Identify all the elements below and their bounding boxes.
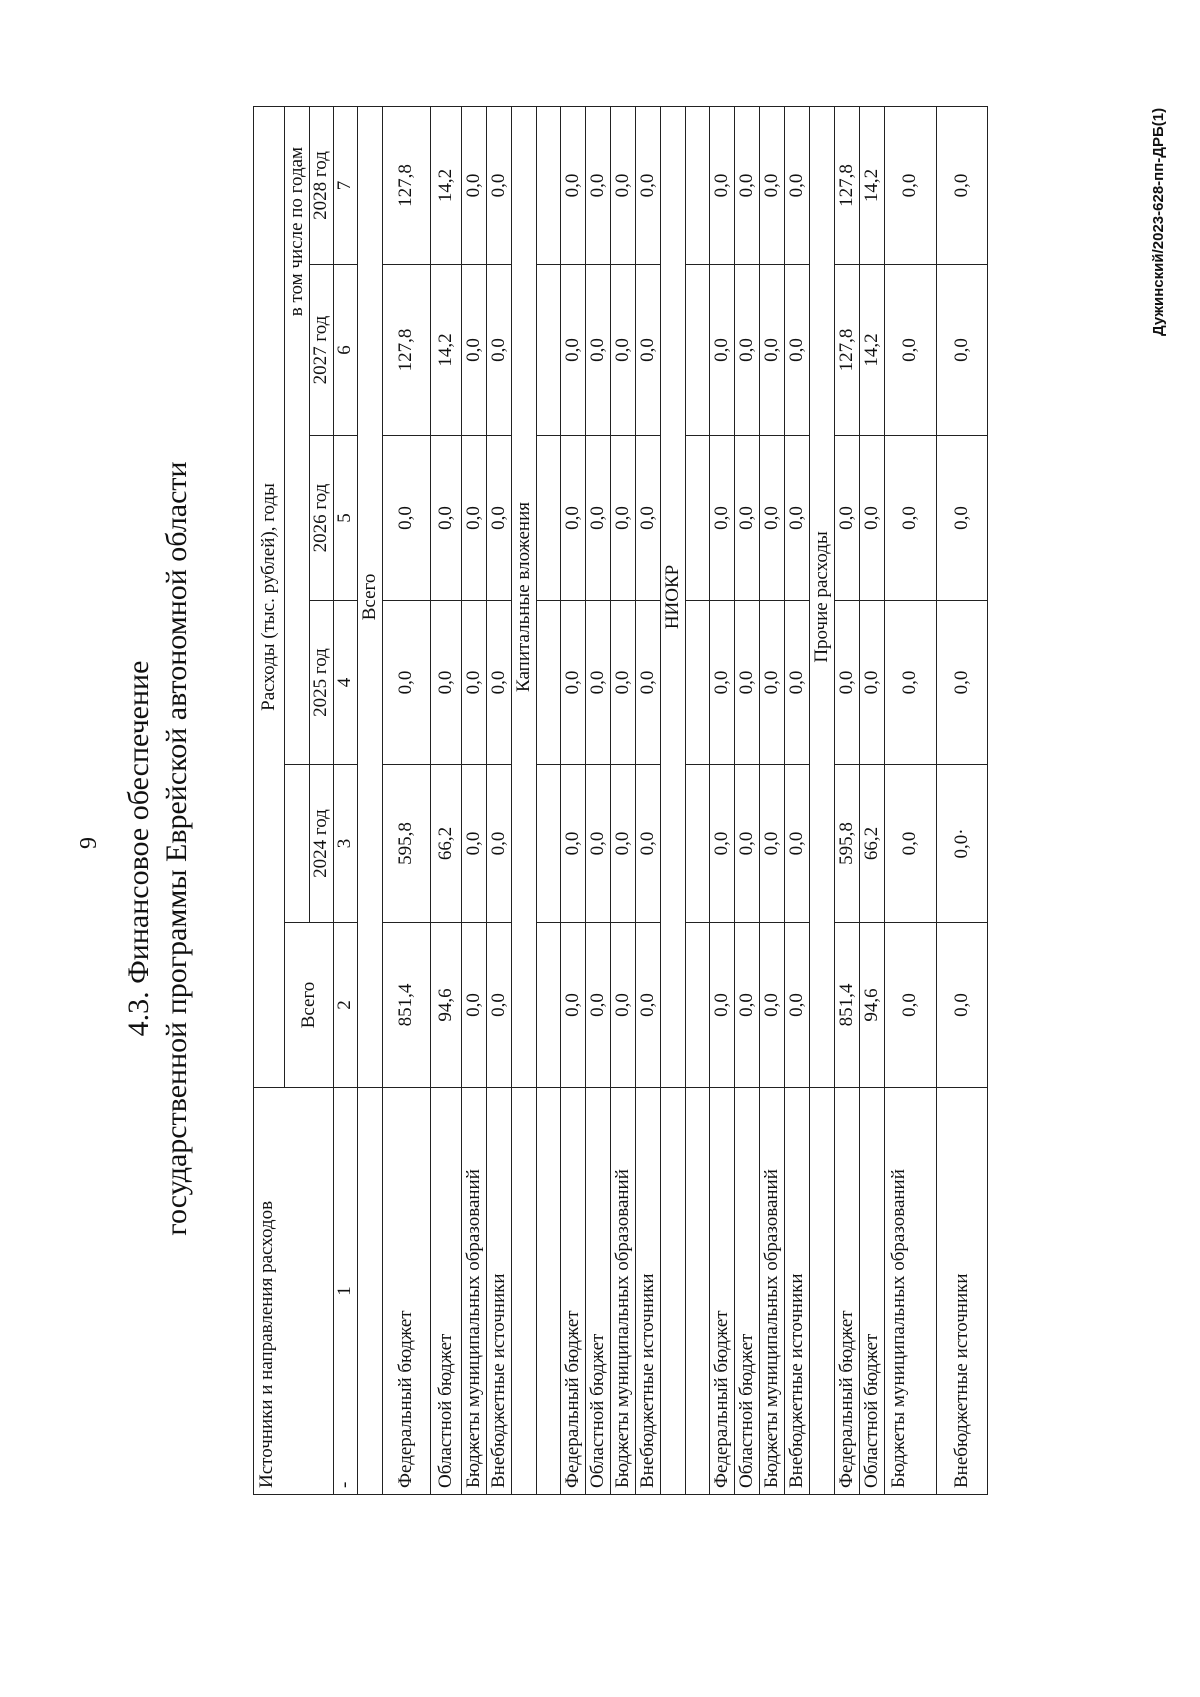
col-number: - 1	[334, 1088, 358, 1495]
cell-value: 0,0	[487, 265, 512, 436]
row-label: Областной бюджет	[735, 1088, 760, 1495]
cell-value: 0,0	[760, 106, 785, 264]
cell-value: 0,0	[885, 923, 937, 1088]
cell-value: 0,0	[462, 436, 487, 601]
cell-value: 0,0	[937, 923, 988, 1088]
cell-value: 0,0	[611, 601, 636, 765]
row-label: Внебюджетные источники	[937, 1088, 988, 1495]
cell-value: 0,0	[735, 106, 760, 264]
cell-value: 14,2	[860, 106, 885, 264]
cell-value: 0,0	[462, 265, 487, 436]
group-label-cell	[358, 1088, 383, 1495]
title-line-1: 4.3. Финансовое обеспечение	[122, 660, 155, 1037]
table-row	[462, 106, 487, 1494]
col-number: 3	[334, 765, 358, 923]
row-label: Внебюджетные источники	[636, 1088, 661, 1495]
cell-value: 0,0	[561, 765, 586, 923]
group-title: Капитальные вложения	[512, 106, 537, 1087]
cell-value: 0,0	[860, 436, 885, 601]
cell-value: 0,0	[586, 601, 611, 765]
cell-value: 0,0	[561, 601, 586, 765]
col-number: 6	[334, 265, 358, 436]
cell-value: 66,2	[431, 765, 462, 923]
cell-value: 0,0	[561, 923, 586, 1088]
financing-table	[253, 106, 988, 1495]
group-title: Всего	[358, 106, 383, 1087]
cell-value: 0,0	[885, 106, 937, 264]
title-line-2: государственной программы Еврейской автономной области	[159, 461, 193, 1236]
group-row	[661, 106, 686, 1494]
cell-value: 0,0	[487, 765, 512, 923]
cell-value: 0,0	[586, 923, 611, 1088]
cell-value: 94,6	[860, 923, 885, 1088]
header-sources: Источники и направления расходов	[254, 1088, 334, 1495]
cell-value: 0,0	[611, 436, 636, 601]
table-row	[885, 106, 937, 1494]
spacer-row	[537, 106, 561, 1494]
table-row	[710, 106, 735, 1494]
row-label: Внебюджетные источники	[785, 1088, 810, 1495]
group-label-cell	[661, 1088, 686, 1495]
cell-value: 0,0	[383, 436, 431, 601]
cell-value: 0,0	[561, 436, 586, 601]
table-row	[636, 106, 661, 1494]
group-row	[512, 106, 537, 1494]
cell-value: 0,0	[785, 923, 810, 1088]
table-row	[937, 106, 988, 1494]
document-title	[120, 0, 195, 1697]
cell-value: 0,0	[735, 765, 760, 923]
cell-value: 94,6	[431, 923, 462, 1088]
cell-value: 595,8	[383, 765, 431, 923]
cell-value: 0,0	[462, 765, 487, 923]
cell-value: 0,0	[636, 923, 661, 1088]
cell-value: 66,2	[860, 765, 885, 923]
table-row	[383, 106, 431, 1494]
cell-value: 0,0	[636, 106, 661, 264]
table-row	[487, 106, 512, 1494]
cell-value: 851,4	[383, 923, 431, 1088]
cell-value: 0,0	[611, 923, 636, 1088]
table-row	[835, 106, 860, 1494]
group-title: Прочие расходы	[810, 106, 835, 1087]
year-2026: 2026 год	[310, 436, 334, 601]
row-label: Областной бюджет	[860, 1088, 885, 1495]
row-label: Областной бюджет	[586, 1088, 611, 1495]
cell-value: 0,0	[383, 601, 431, 765]
row-label: Бюджеты муниципальных образований	[760, 1088, 785, 1495]
col-number: 7	[334, 106, 358, 264]
col-number: 2	[334, 923, 358, 1088]
cell-value: 0,0	[611, 265, 636, 436]
cell-value: 0,0	[735, 601, 760, 765]
cell-value: 0,0	[710, 923, 735, 1088]
rotated-page: 9 4.3. Финансовое обеспечение государственной программы Еврейской автономной области Источники и направления расходов Расходы (тыс. рублей), годы Всего в том числе по годам 2024 год 2025 год 2026 год 2027 год 2028 год - 1 2 3 4 5 6 7 Всего Федеральный бюджет 851,4 595,8 0,0 0,0 127,8 127,8 Областной бюджет 94,6 66,2 0,0 0,0 14,2 14,2 Бюджеты муниципальных образований 0,0 0,0 0,0 0,0 0,0 0,0 Внебюджетные источники 0,0 0,0 0,0 0,0 0,0 0,0 Капитальные вложения Федеральный бюджет 0,0 0,0 0,0 0,0 0,0 0,0 Областной бюджет 0,0 0,0 0,0 0,0 0,0 0,0 Бюджеты муниципальных образований 0,0 0,0 0,0 0,0 0,0 0,0 Внебюджетные источники 0,0 0,0 0,0 0,0 0,0 0,0 НИОКР Федеральный бюджет 0,0 0,0 0,0 0,0 0,0 0,0 Областной бюджет 0,0 0,0 0,0 0,0 0,0 0,0 Бюджеты муниципальных образований 0,0 0,0 0,0 0,0 0,0 0,0 Внебюджетные источники 0,0 0,0 0,0 0,0 0,0 0,0 Прочие расходы Федеральный бюджет 851,4 595,8 0,0 0,0 127,8 127,8 Областной бюджет 94,6 66,2 0,0 0,0 14,2 14,2 Бюджеты муниципальных образований 0,0 0,0 0,0 0,0 0,0 0,0 Внебюджетные источники 0,0 0,0· 0,0 0,0 0,0 0,0 Дужинский/2023-628-пп-ДРБ(1)	[0, 0, 1200, 1697]
cell-value: 0,0	[561, 265, 586, 436]
cell-value: 0,0	[487, 923, 512, 1088]
row-label: Внебюджетные источники	[487, 1088, 512, 1495]
cell-value: 0,0	[636, 436, 661, 601]
cell-value: 0,0	[586, 106, 611, 264]
cell-value: 0,0	[487, 106, 512, 264]
cell-value: 0,0	[636, 765, 661, 923]
cell-value: 0,0	[735, 436, 760, 601]
cell-value: 0,0	[431, 436, 462, 601]
group-row	[810, 106, 835, 1494]
row-label: Бюджеты муниципальных образований	[462, 1088, 487, 1495]
cell-value: 0,0	[785, 436, 810, 601]
cell-value: 851,4	[835, 923, 860, 1088]
cell-value: 0,0	[760, 601, 785, 765]
cell-value: 0,0	[760, 765, 785, 923]
stray-mark: -	[334, 1481, 355, 1488]
cell-value: 0,0	[937, 106, 988, 264]
cell-value: 0,0	[586, 265, 611, 436]
cell-value: 0,0	[835, 436, 860, 601]
cell-value: 0,0	[785, 765, 810, 923]
table-row	[860, 106, 885, 1494]
cell-value: 0,0	[636, 601, 661, 765]
cell-value: 0,0	[885, 765, 937, 923]
col-number: 4	[334, 601, 358, 765]
cell-value: 0,0	[487, 601, 512, 765]
table-row	[561, 106, 586, 1494]
cell-value: 595,8	[835, 765, 860, 923]
year-2028: 2028 год	[310, 106, 334, 264]
table-row	[735, 106, 760, 1494]
row-label: Бюджеты муниципальных образований	[611, 1088, 636, 1495]
group-title: НИОКР	[661, 106, 686, 1087]
cell-value: 0,0	[561, 106, 586, 264]
cell-value: 14,2	[431, 265, 462, 436]
col-number: 5	[334, 436, 358, 601]
spacer-row	[686, 106, 710, 1494]
row-label: Бюджеты муниципальных образований	[885, 1088, 937, 1495]
row-label: Федеральный бюджет	[835, 1088, 860, 1495]
header-by-years: в том числе по годам	[285, 106, 310, 764]
cell-value: 0,0	[760, 265, 785, 436]
cell-value: 0,0	[785, 265, 810, 436]
cell-value: 0,0	[586, 765, 611, 923]
cell-value: 0,0	[611, 765, 636, 923]
cell-value: 0,0	[735, 923, 760, 1088]
cell-value: 127,8	[835, 265, 860, 436]
cell-value: 0,0	[885, 601, 937, 765]
group-label-cell	[512, 1088, 537, 1495]
cell-value: 0,0	[785, 106, 810, 264]
cell-value: 0,0	[735, 265, 760, 436]
cell-value: 0,0	[636, 265, 661, 436]
year-2025: 2025 год	[310, 601, 334, 765]
cell-value: 0,0	[487, 436, 512, 601]
table-row	[611, 106, 636, 1494]
group-row	[358, 106, 383, 1494]
group-label-cell	[810, 1088, 835, 1495]
column-numbers-row	[334, 106, 358, 1494]
cell-value: 127,8	[383, 265, 431, 436]
cell-value: 0,0	[760, 436, 785, 601]
table-row	[431, 106, 462, 1494]
cell-value: 0,0	[860, 601, 885, 765]
cell-value: 0,0	[462, 106, 487, 264]
cell-value: 0,0	[710, 601, 735, 765]
cell-value: 0,0	[937, 601, 988, 765]
cell-value: 0,0	[885, 265, 937, 436]
header-total: Всего	[285, 923, 334, 1088]
cell-value: 0,0	[586, 436, 611, 601]
cell-value: 0,0	[835, 601, 860, 765]
table-row	[785, 106, 810, 1494]
cell-value: 0,0·	[937, 765, 988, 923]
cell-value: 0,0	[462, 601, 487, 765]
cell-value: 0,0	[885, 436, 937, 601]
table-row	[586, 106, 611, 1494]
document-id: Дужинский/2023-628-пп-ДРБ(1)	[1150, 107, 1167, 336]
cell-value: 0,0	[710, 106, 735, 264]
cell-value: 127,8	[835, 106, 860, 264]
cell-value: 0,0	[937, 436, 988, 601]
cell-value: 0,0	[785, 601, 810, 765]
cell-value: 0,0	[710, 436, 735, 601]
cell-value: 0,0	[710, 765, 735, 923]
cell-value: 0,0	[710, 265, 735, 436]
year-2027: 2027 год	[310, 265, 334, 436]
year-2024: 2024 год	[310, 765, 334, 923]
row-label: Областной бюджет	[431, 1088, 462, 1495]
cell-value: 0,0	[431, 601, 462, 765]
cell-value: 127,8	[383, 106, 431, 264]
row-label: Федеральный бюджет	[561, 1088, 586, 1495]
row-label: Федеральный бюджет	[383, 1088, 431, 1495]
cell-value: 0,0	[462, 923, 487, 1088]
cell-value: 0,0	[937, 265, 988, 436]
header-expenses: Расходы (тыс. рублей), годы	[254, 106, 285, 1087]
cell-value: 14,2	[860, 265, 885, 436]
cell-value: 0,0	[760, 923, 785, 1088]
table-row	[760, 106, 785, 1494]
cell-value: 0,0	[611, 106, 636, 264]
row-label: Федеральный бюджет	[710, 1088, 735, 1495]
header-blank	[285, 765, 310, 923]
cell-value: 14,2	[431, 106, 462, 264]
